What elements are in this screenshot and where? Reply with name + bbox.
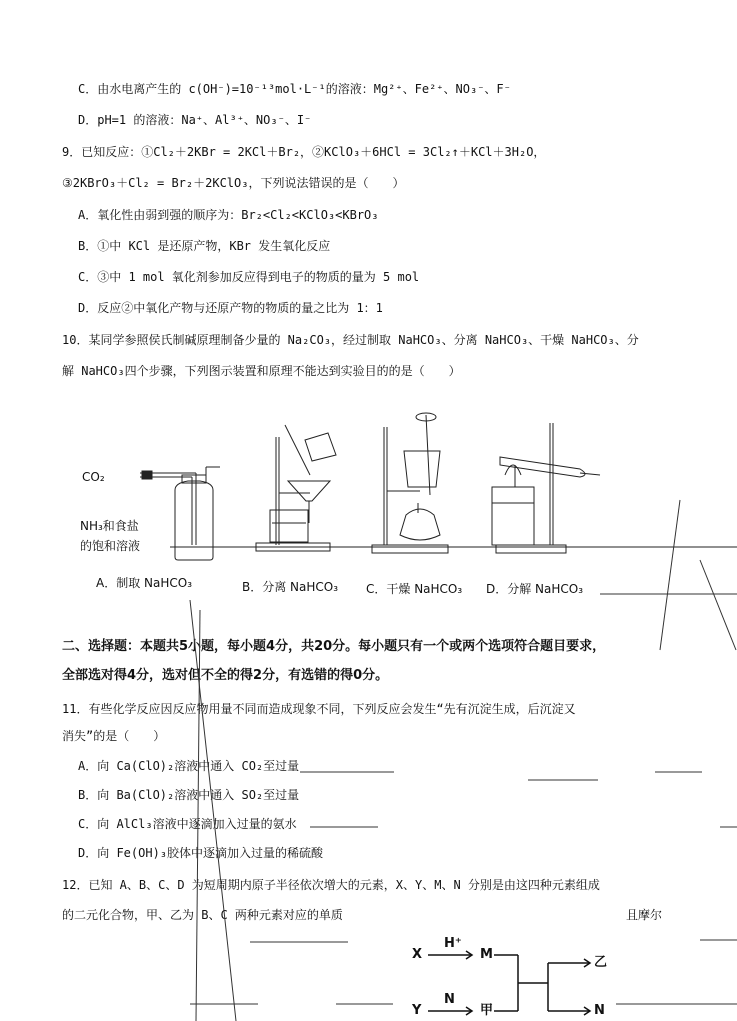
scheme-n-arrow-label: N: [444, 992, 455, 1007]
q11-stem-line1: 11．有些化学反应因反应物用量不同而造成现象不同，下列反应会发生“先有沉淀生成，后沉淀又: [62, 702, 576, 716]
reaction-scheme: [400, 935, 640, 1021]
q9-option-a: A．氧化性由弱到强的顺序为：Br₂<Cl₂<KClO₃<KBrO₃: [78, 208, 379, 222]
scheme-jia: 甲: [480, 1003, 494, 1018]
q9-option-b: B．①中 KCl 是还原产物，KBr 发生氧化反应: [78, 239, 331, 253]
nh3-label-line1: NH₃和食盐: [80, 519, 139, 533]
q9-stem-line1: 9．已知反应：①Cl₂＋2KBr = 2KCl＋Br₂，②KClO₃＋6HCl = 3Cl₂↑＋KCl＋3H₂O，: [62, 145, 546, 159]
nh3-label-line2: 的饱和溶液: [80, 539, 141, 553]
q9-option-d: D．反应②中氧化产物与还原产物的物质的量之比为 1：1: [78, 301, 383, 315]
q12-stem-tail: 且摩尔: [626, 908, 663, 922]
scheme-yi: 乙: [594, 955, 608, 970]
q12-stem-line1: 12．已知 A、B、C、D 为短周期内原子半径依次增大的元素，X、Y、M、N 分别是由这四种元素组成: [62, 878, 600, 892]
q11-stem-line2: 消失”的是（ ）: [62, 729, 166, 743]
caption-b: B．分离 NaHCO₃: [242, 580, 339, 594]
caption-d: D．分解 NaHCO₃: [486, 582, 584, 596]
q8-option-c: C．由水电离产生的 c(OH⁻)=10⁻¹³mol·L⁻¹的溶液：Mg²⁺、Fe²⁺、NO₃⁻、F⁻: [78, 82, 511, 96]
q10-stem-line2: 解 NaHCO₃四个步骤，下列图示装置和原理不能达到实验目的的是（ ）: [62, 364, 461, 378]
scheme-m: M: [480, 947, 493, 962]
section2-instructions-line2: 全部选对得4分，选对但不全的得2分，有选错的得0分。: [62, 668, 389, 683]
caption-c: C．干燥 NaHCO₃: [366, 582, 463, 596]
q10-stem-line1: 10．某同学参照侯氏制碱原理制备少量的 Na₂CO₃，经过制取 NaHCO₃、分离 NaHCO₃、干燥 NaHCO₃、分: [62, 333, 639, 347]
scheme-h-plus: H⁺: [444, 936, 462, 951]
caption-a: A．制取 NaHCO₃: [96, 576, 193, 590]
scheme-n-out: N: [594, 1003, 605, 1018]
scheme-y: Y: [412, 1003, 422, 1018]
q11-option-a: A．向 Ca(ClO)₂溶液中通入 CO₂至过量: [78, 759, 300, 773]
section2-instructions-line1: 二、选择题：本题共5小题，每小题4分，共20分。每小题只有一个或两个选项符合题目要求，: [62, 639, 606, 654]
scheme-x: X: [412, 947, 423, 962]
q12-stem-line2: 的二元化合物，甲、乙为 B、C 两种元素对应的单质: [62, 908, 343, 922]
q9-stem-line2: ③2KBrO₃＋Cl₂ = Br₂＋2KClO₃，下列说法错误的是（ ）: [62, 176, 405, 190]
q11-option-b: B．向 Ba(ClO)₂溶液中通入 SO₂至过量: [78, 788, 300, 802]
q9-option-c: C．③中 1 mol 氧化剂参加反应得到电子的物质的量为 5 mol: [78, 270, 420, 284]
co2-label: CO₂: [82, 470, 105, 484]
apparatus-figure: [60, 395, 737, 615]
q8-option-d: D．pH=1 的溶液：Na⁺、Al³⁺、NO₃⁻、I⁻: [78, 113, 312, 127]
q11-option-d: D．向 Fe(OH)₃胶体中逐滴加入过量的稀硫酸: [78, 846, 324, 860]
q11-option-c: C．向 AlCl₃溶液中逐滴加入过量的氨水: [78, 817, 297, 831]
